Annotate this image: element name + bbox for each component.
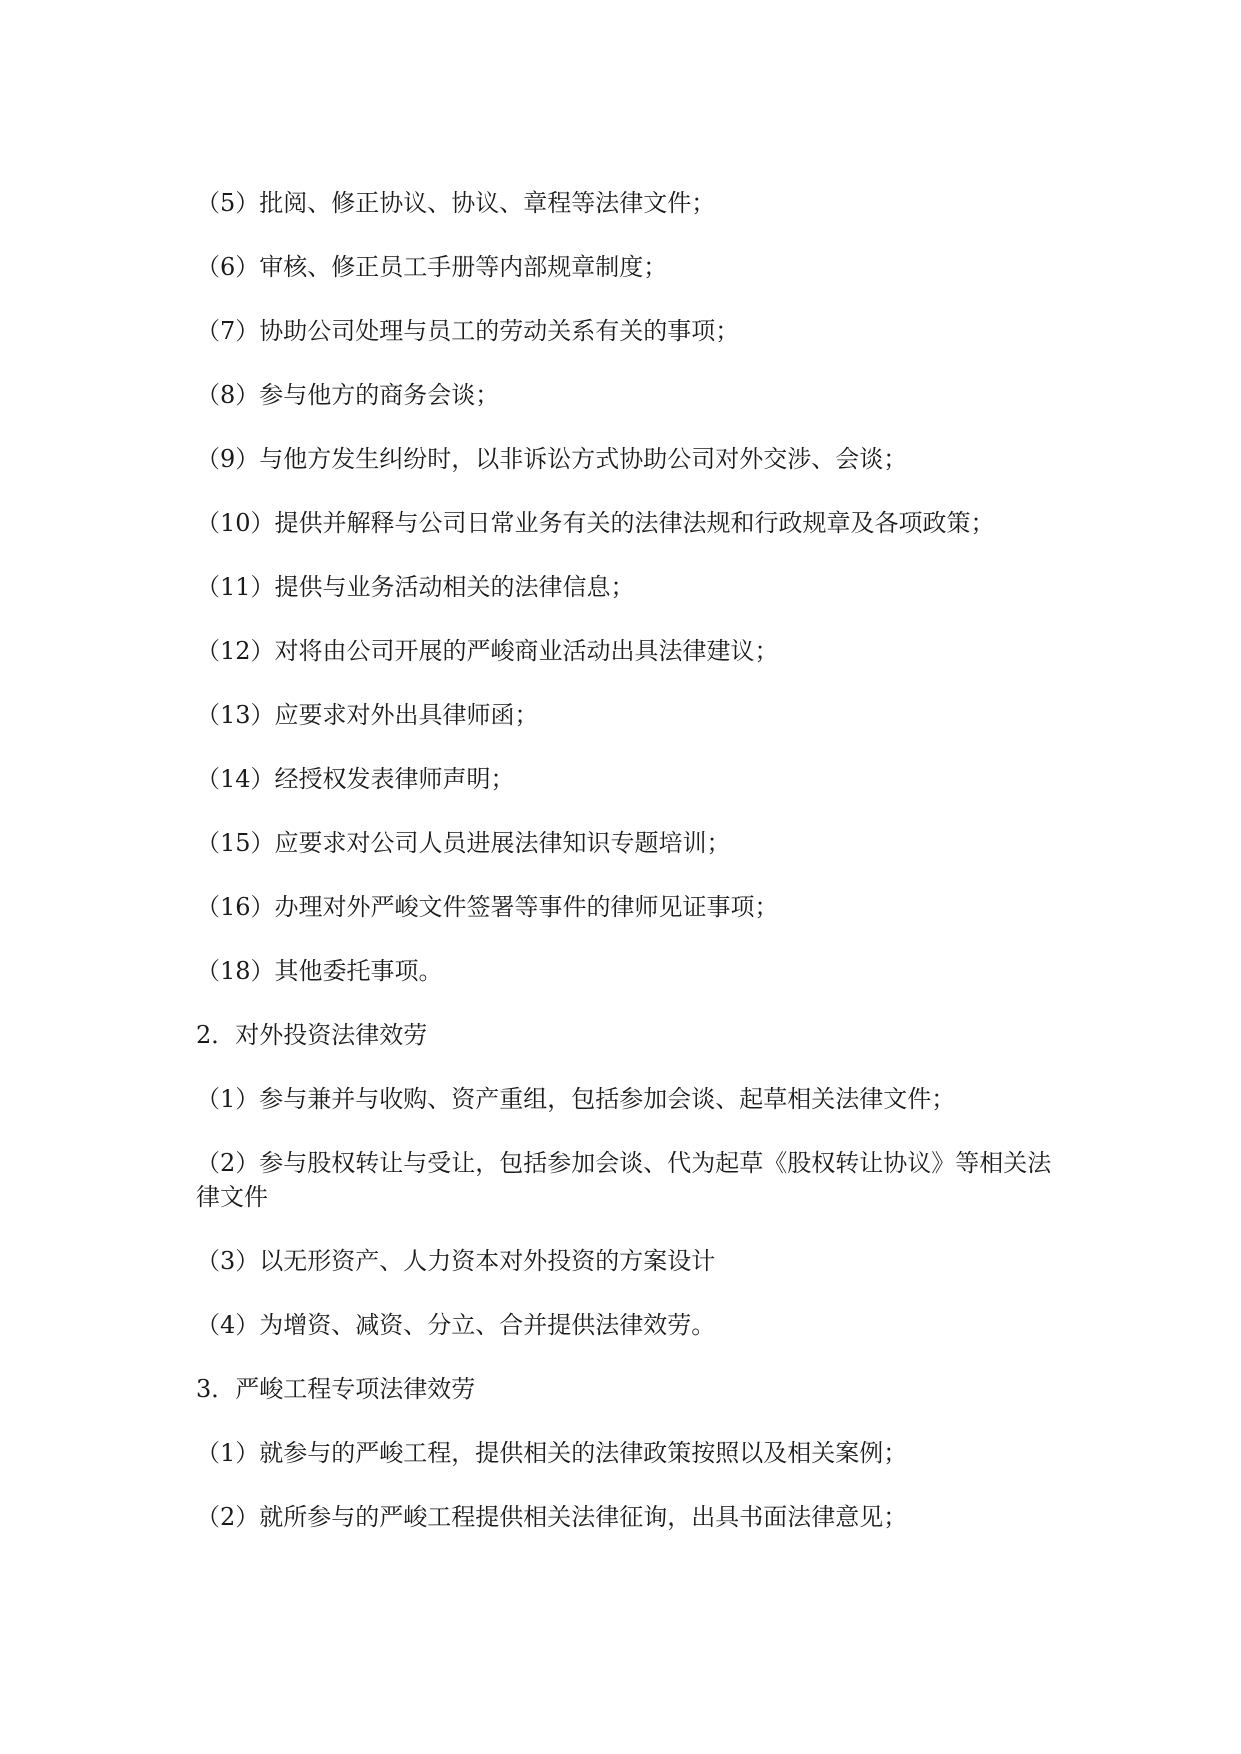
paragraph-section2-item-2: （2）参与股权转让与受让，包括参加会谈、代为起草《股权转让协议》等相关法律文件	[196, 1149, 1052, 1211]
paragraph-item-13: （13）应要求对外出具律师函；	[196, 701, 539, 729]
paragraph-section3-item-1: （1）就参与的严峻工程，提供相关的法律政策按照以及相关案例；	[196, 1439, 908, 1467]
paragraph-item-10: （10）提供并解释与公司日常业务有关的法律法规和行政规章及各项政策；	[196, 509, 995, 537]
paragraph-section2-item-4: （4）为增资、减资、分立、合并提供法律效劳。	[196, 1311, 716, 1339]
paragraph-item-12: （12）对将由公司开展的严峻商业活动出具法律建议；	[196, 637, 779, 665]
paragraph-section3-item-2: （2）就所参与的严峻工程提供相关法律征询，出具书面法律意见；	[196, 1503, 908, 1531]
section-heading-2: 2．对外投资法律效劳	[196, 1021, 428, 1049]
paragraph-item-18: （18）其他委托事项。	[196, 957, 443, 985]
document-body	[196, 186, 1056, 1564]
paragraph-item-15: （15）应要求对公司人员进展法律知识专题培训；	[196, 829, 731, 857]
paragraph-item-14: （14）经授权发表律师声明；	[196, 765, 515, 793]
section-heading-3: 3．严峻工程专项法律效劳	[196, 1375, 476, 1403]
paragraph-item-8: （8）参与他方的商务会谈；	[196, 381, 500, 409]
paragraph-item-5: （5）批阅、修正协议、协议、章程等法律文件；	[196, 189, 716, 217]
paragraph-item-6: （6）审核、修正员工手册等内部规章制度；	[196, 253, 668, 281]
paragraph-section2-item-3: （3）以无形资产、人力资本对外投资的方案设计	[196, 1247, 716, 1275]
paragraph-item-11: （11）提供与业务活动相关的法律信息；	[196, 573, 635, 601]
paragraph-item-9: （9）与他方发生纠纷时，以非诉讼方式协助公司对外交涉、会谈；	[196, 445, 908, 473]
paragraph-item-7: （7）协助公司处理与员工的劳动关系有关的事项；	[196, 317, 740, 345]
paragraph-item-16: （16）办理对外严峻文件签署等事件的律师见证事项；	[196, 893, 779, 921]
paragraph-section2-item-1: （1）参与兼并与收购、资产重组，包括参加会谈、起草相关法律文件；	[196, 1085, 956, 1113]
